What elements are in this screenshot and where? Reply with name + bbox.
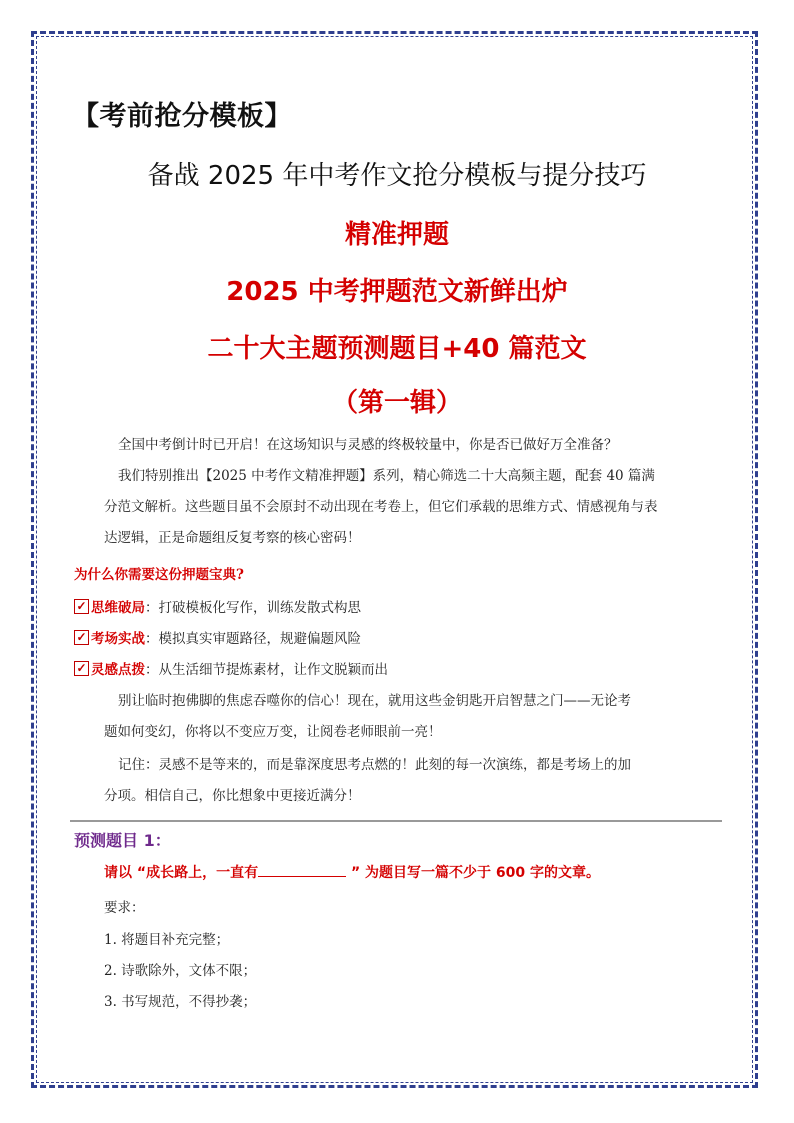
intro-paragraph-2-line-2: 分范文解析。这些题目虽不会原封不动出现在考卷上，但它们承载的思维方式、情感视角与表 <box>104 499 658 515</box>
requirement-item-3: 3. 书写规范，不得抄袭； <box>104 994 257 1010</box>
intro-paragraph-1: 全国中考倒计时已开启！在这场知识与灵感的终极较量中，你是否已做好万全准备？ <box>118 437 618 453</box>
fill-in-blank <box>258 862 346 877</box>
why-item-text: ：模拟真实审题路径，规避偏题风险 <box>145 631 361 647</box>
red-title-line-1: 精准押题 <box>344 220 449 250</box>
why-item-1 <box>74 596 361 616</box>
intro-paragraph-2-line-3: 达逻辑，正是命题组反复考察的核心密码！ <box>104 530 361 546</box>
red-title-line-2: 2025 中考押题范文新鲜出炉 <box>226 277 568 307</box>
prompt-text-before: 请以 “成长路上，一直有 <box>104 865 259 881</box>
page-border-inner <box>36 36 753 1083</box>
question-prompt <box>104 862 600 882</box>
section-divider <box>70 820 722 822</box>
checkbox-checked-icon: ✓ <box>74 661 89 676</box>
bracket-title: 【考前抢分模板】 <box>72 101 292 132</box>
question-title: 预测题目 1： <box>74 831 171 850</box>
outro-paragraph-1-line-2: 题如何变幻，你将以不变应万变，让阅卷老师眼前一亮！ <box>104 724 442 740</box>
main-title: 备战 2025 年中考作文抢分模板与提分技巧 <box>147 161 647 191</box>
why-item-text: ：打破模板化写作，训练发散式构思 <box>145 600 361 616</box>
why-item-label: 考场实战 <box>91 631 145 647</box>
intro-paragraph-2-line-1: 我们特别推出【2025 中考作文精准押题】系列，精心筛选二十大高频主题，配套 40 篇满 <box>118 468 655 484</box>
why-heading: 为什么你需要这份押题宝典? <box>74 567 244 583</box>
checkbox-checked-icon: ✓ <box>74 630 89 645</box>
requirement-item-1: 1. 将题目补充完整； <box>104 932 230 948</box>
why-item-label: 思维破局 <box>91 600 145 616</box>
outro-paragraph-2-line-2: 分项。相信自己，你比想象中更接近满分！ <box>104 788 361 804</box>
why-item-2 <box>74 627 361 647</box>
requirement-item-2: 2. 诗歌除外，文体不限； <box>104 963 257 979</box>
outro-paragraph-2-line-1: 记住：灵感不是等来的，而是靠深度思考点燃的！此刻的每一次演练，都是考场上的加 <box>118 757 631 773</box>
checkbox-checked-icon: ✓ <box>74 599 89 614</box>
prompt-text-after: ” 为题目写一篇不少于 600 字的文章。 <box>346 865 600 881</box>
red-title-line-3: 二十大主题预测题目+40 篇范文 <box>207 334 587 364</box>
why-item-text: ：从生活细节提炼素材，让作文脱颖而出 <box>145 662 388 678</box>
requirements-label: 要求： <box>104 900 145 916</box>
why-item-label: 灵感点拨 <box>91 662 145 678</box>
red-title-line-4: （第一辑） <box>331 388 462 418</box>
outro-paragraph-1-line-1: 别让临时抱佛脚的焦虑吞噬你的信心！现在，就用这些金钥匙开启智慧之门——无论考 <box>118 693 631 709</box>
why-item-3 <box>74 658 388 678</box>
